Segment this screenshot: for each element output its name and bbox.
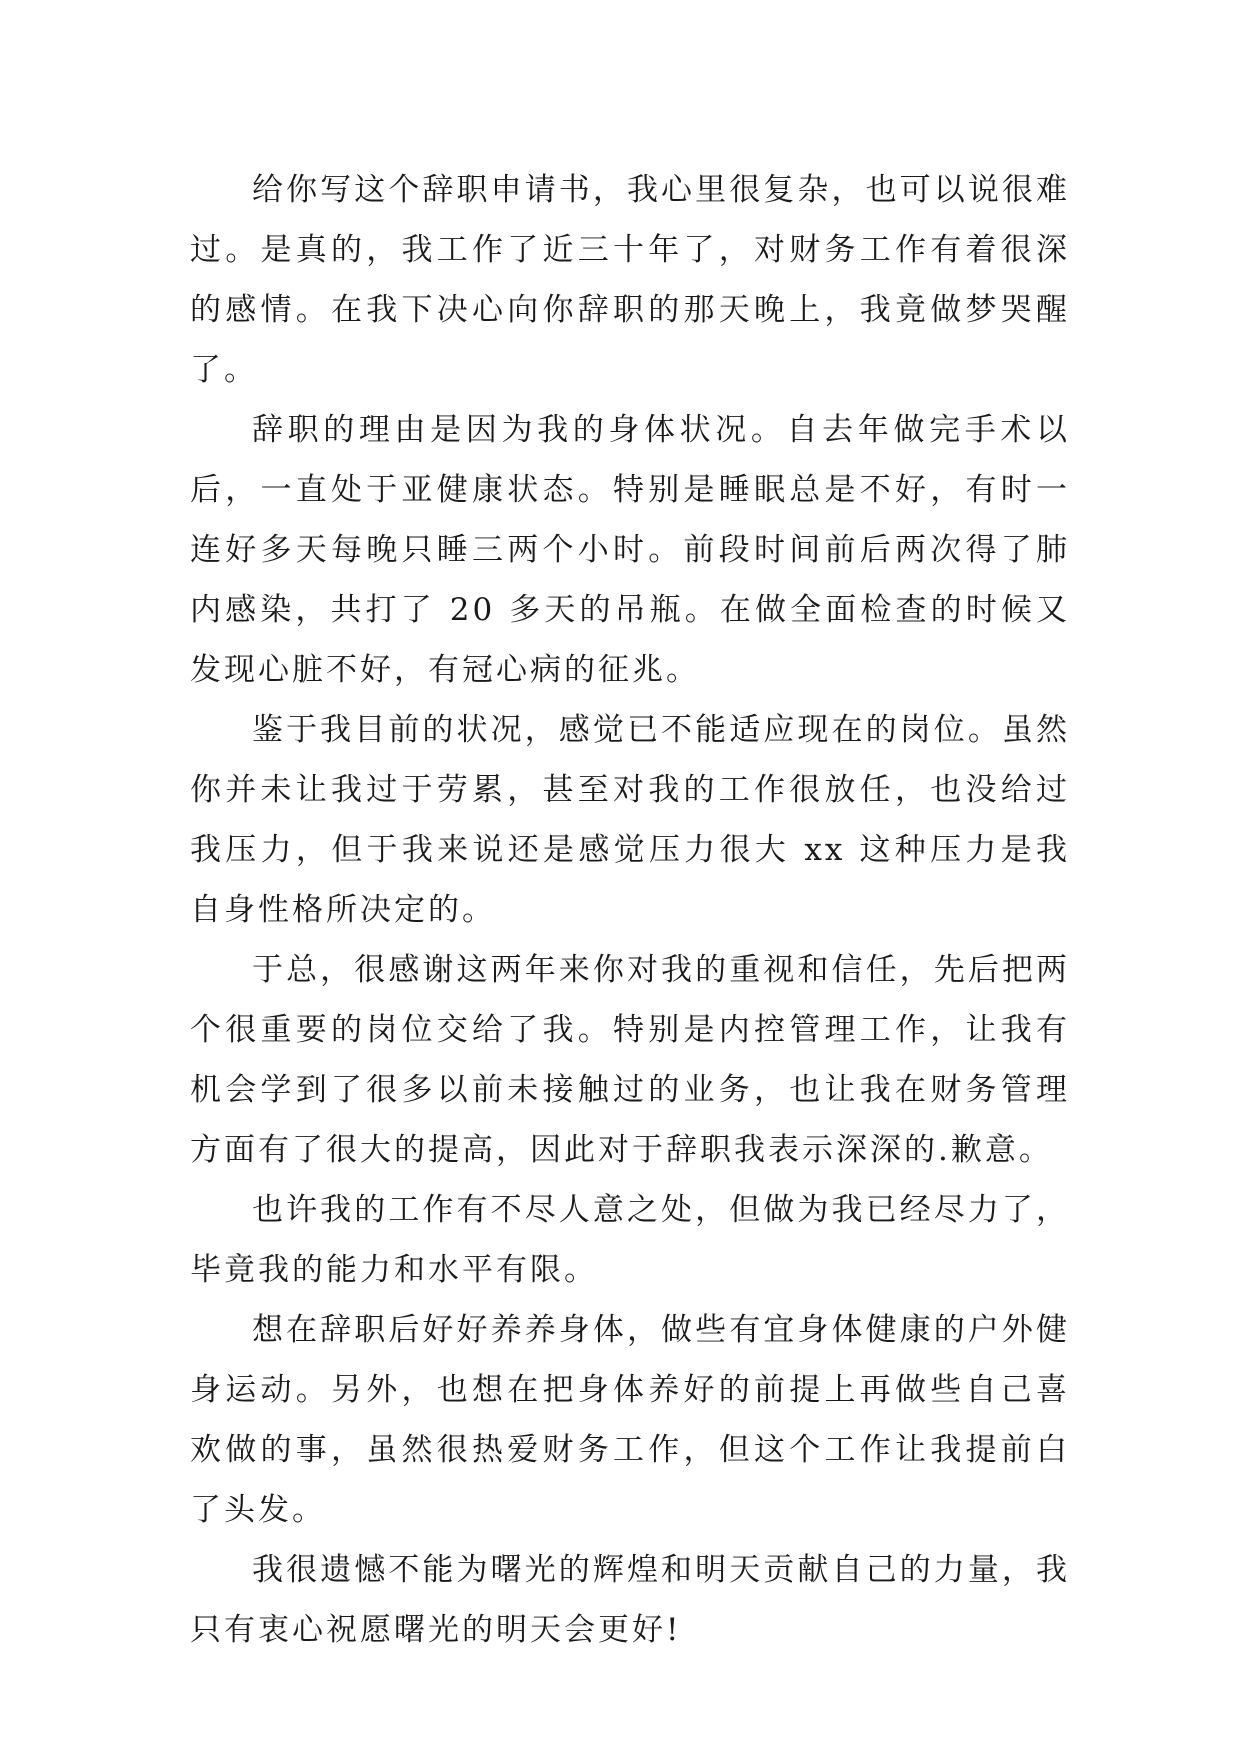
letter-body bbox=[190, 160, 1070, 1660]
paragraph-6: 想在辞职后好好养养身体，做些有宜身体健康的户外健身运动。另外，也想在把身体养好的前提上再做些自己喜欢做的事，虽然很热爱财务工作，但这个工作让我提前白了头发。 bbox=[190, 1312, 1070, 1528]
paragraph-4: 于总，很感谢这两年来你对我的重视和信任，先后把两个很重要的岗位交给了我。特别是内控管理工作，让我有机会学到了很多以前未接触过的业务，也让我在财务管理方面有了很大的提高，因此对于辞职我表示深深的.歉意。 bbox=[190, 952, 1070, 1168]
paragraph-2: 辞职的理由是因为我的身体状况。自去年做完手术以后，一直处于亚健康状态。特别是睡眠总是不好，有时一连好多天每晚只睡三两个小时。前段时间前后两次得了肺内感染，共打了 20 多天的吊瓶。在做全面检查的时候又发现心脏不好，有冠心病的征兆。 bbox=[190, 412, 1070, 688]
paragraph-7: 我很遗憾不能为曙光的辉煌和明天贡献自己的力量，我只有衷心祝愿曙光的明天会更好! bbox=[190, 1552, 1070, 1648]
paragraph-1: 给你写这个辞职申请书，我心里很复杂，也可以说很难过。是真的，我工作了近三十年了，对财务工作有着很深的感情。在我下决心向你辞职的那天晚上，我竟做梦哭醒了。 bbox=[190, 172, 1070, 388]
paragraph-3: 鉴于我目前的状况，感觉已不能适应现在的岗位。虽然你并未让我过于劳累，甚至对我的工作很放任，也没给过我压力，但于我来说还是感觉压力很大 xx 这种压力是我自身性格所决定的。 bbox=[190, 712, 1070, 928]
paragraph-5: 也许我的工作有不尽人意之处，但做为我已经尽力了，毕竟我的能力和水平有限。 bbox=[190, 1192, 1070, 1288]
